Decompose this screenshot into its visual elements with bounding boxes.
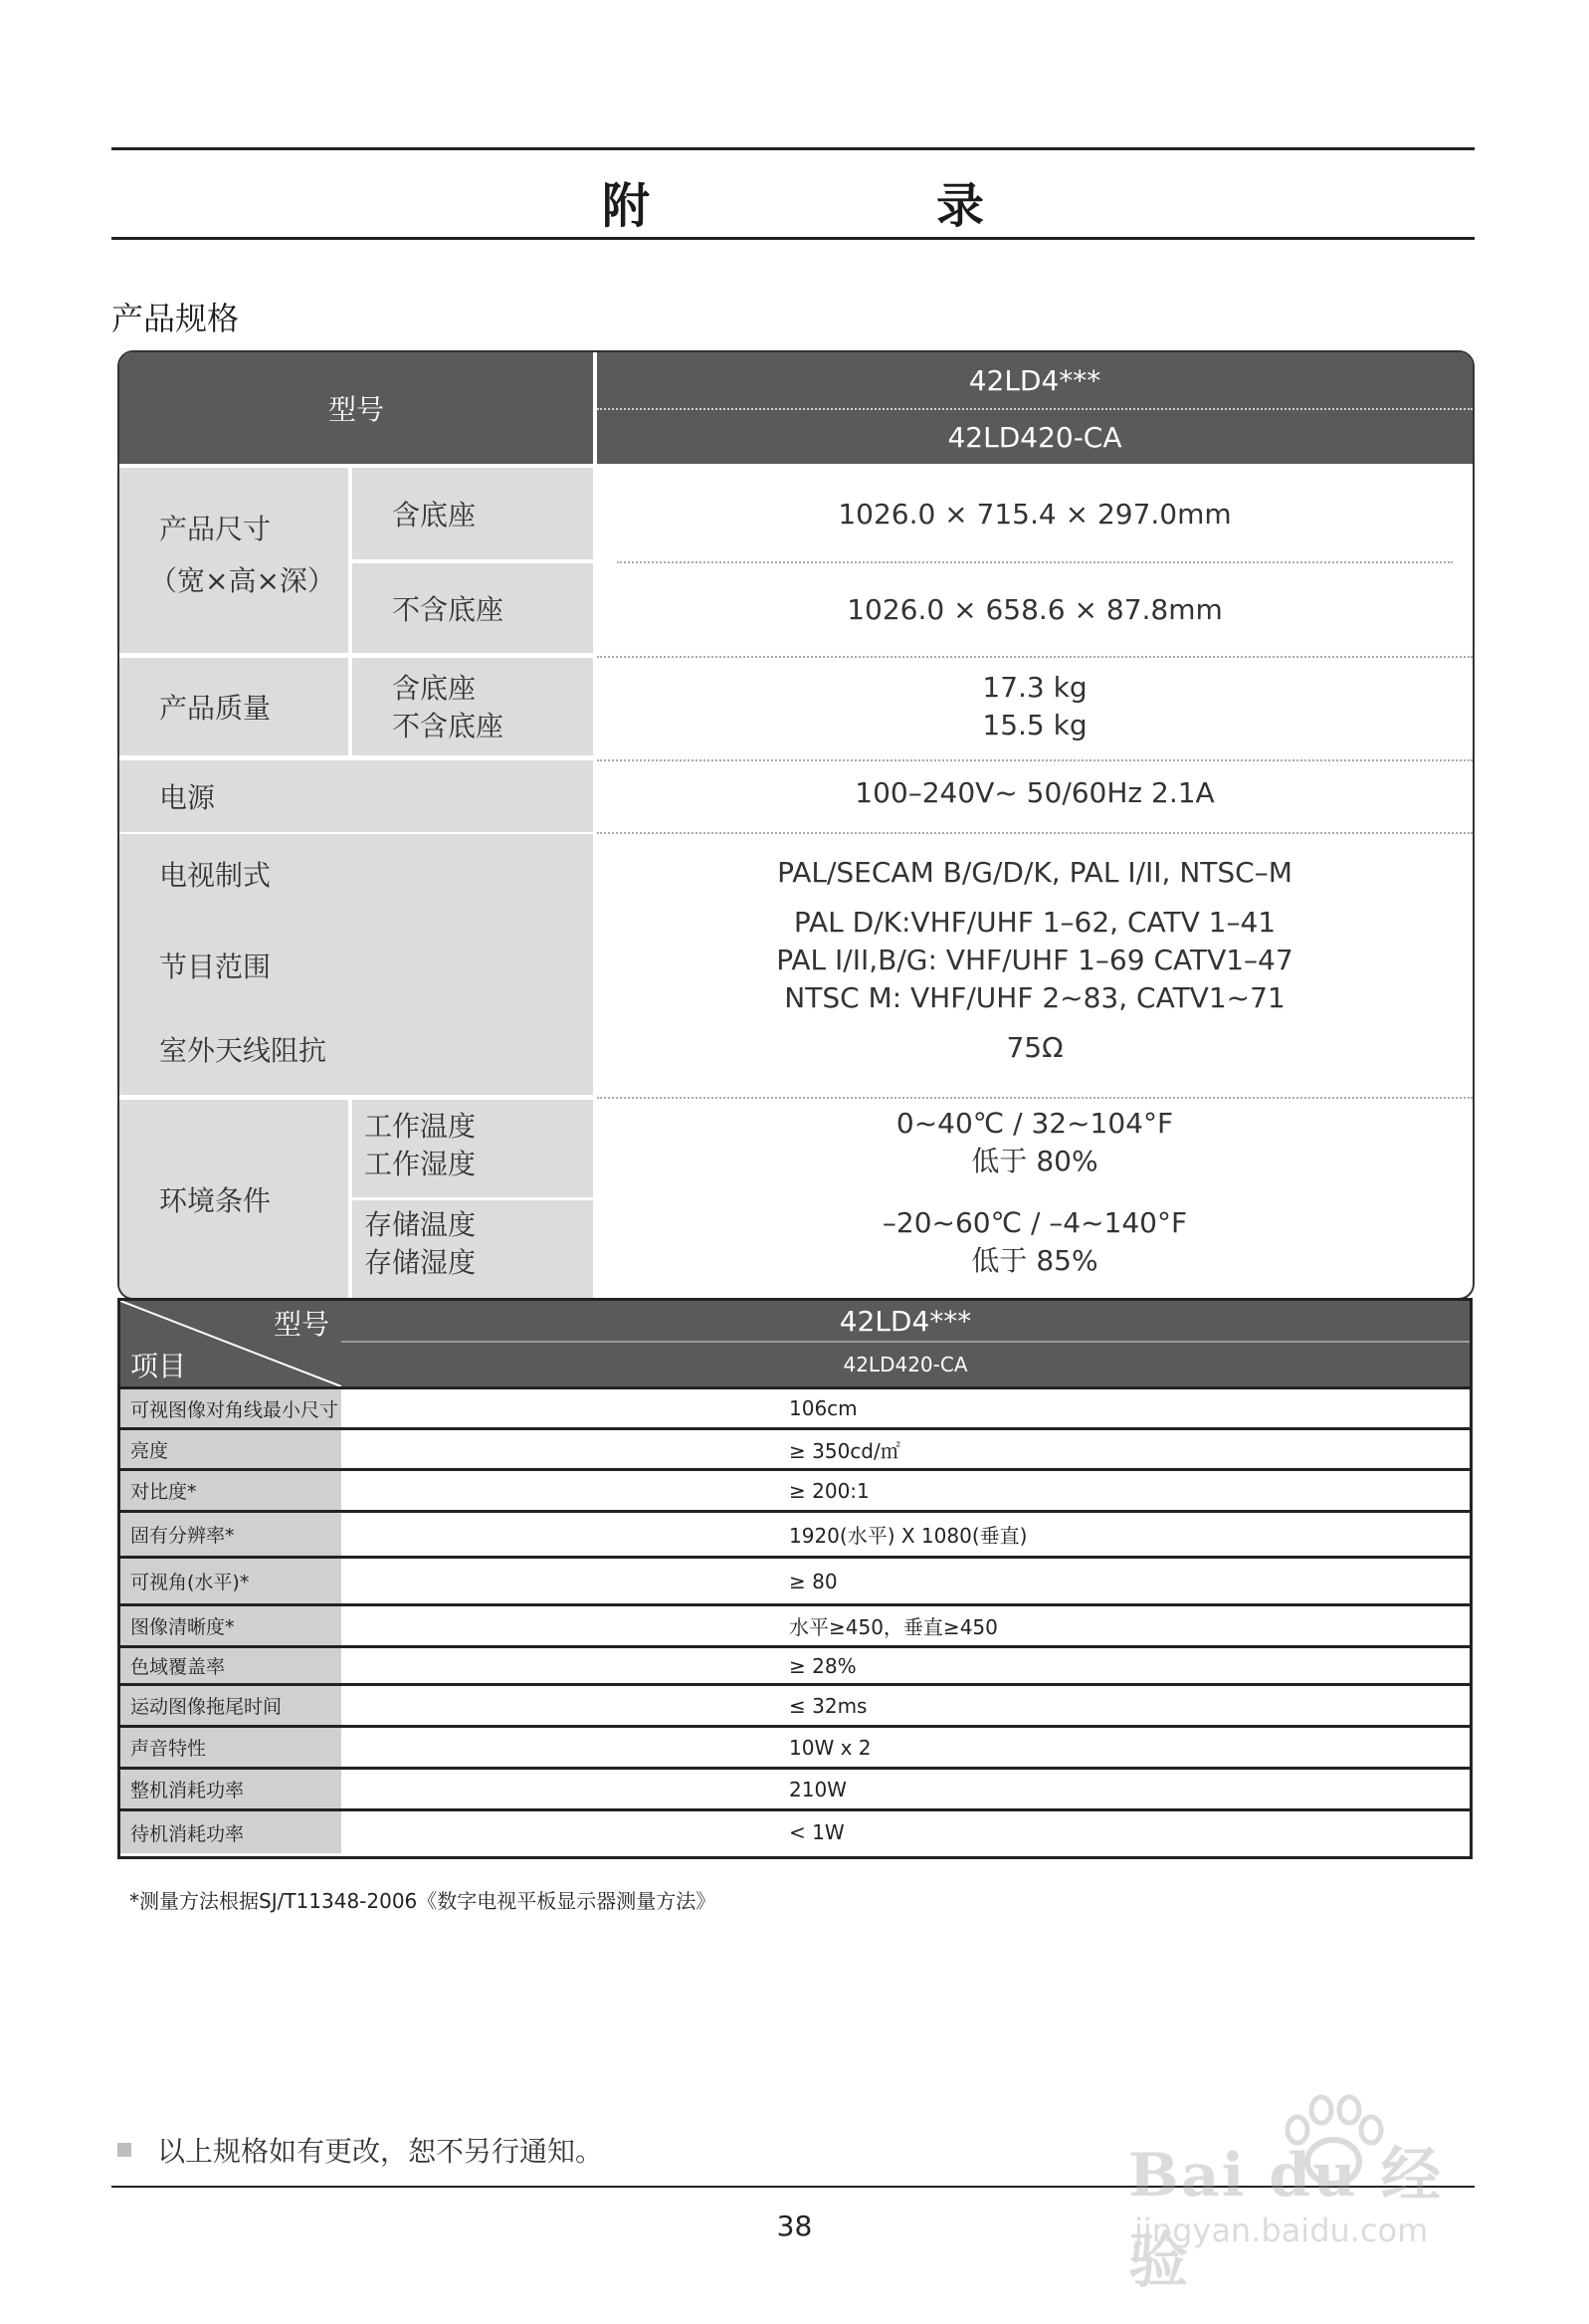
table-row [120, 1808, 1470, 1853]
row-value: ≤ 32ms [789, 1693, 868, 1718]
weight-with-stand-value: 17.3 kg [982, 671, 1088, 704]
tv-system-label: 电视制式 [159, 859, 272, 892]
footnote: *测量方法根据SJ/T11348-2006《数字电视平板显示器测量方法》 [129, 1889, 716, 1913]
row-value: 210W [789, 1777, 847, 1801]
broadcast-label-cell [119, 834, 593, 1095]
corner-header [120, 1301, 341, 1386]
row-label: 图像清晰度* [120, 1606, 341, 1645]
table-row [120, 1645, 1470, 1683]
environment-label: 环境条件 [119, 1100, 348, 1298]
header-model: 42LD420-CA [947, 420, 1122, 454]
spec-table-performance [117, 1298, 1473, 1859]
row-label: 色域覆盖率 [120, 1648, 341, 1683]
table-row [120, 1767, 1470, 1808]
row-value: 106cm [789, 1396, 858, 1420]
operating-temp-label: 工作温度 [364, 1110, 477, 1143]
row-value: 1920(水平) X 1080(垂直) [789, 1524, 1028, 1548]
operating-temp-value: 0~40℃ / 32~104°F [895, 1107, 1174, 1140]
header-model: 42LD420-CA [341, 1341, 1470, 1386]
size-sub-label: （宽×高×深） [149, 564, 335, 597]
row-value: ≥ 350cd/㎡ [789, 1438, 900, 1463]
storage-humidity-value: 低于 85% [971, 1244, 1098, 1277]
bullet-square-icon [117, 2143, 131, 2157]
table-row [120, 1386, 1470, 1427]
operating-labels [352, 1100, 593, 1197]
without-stand-label: 不含底座 [352, 563, 593, 653]
row-label: 整机消耗功率 [120, 1770, 341, 1808]
storage-humidity-label: 存储湿度 [364, 1246, 477, 1279]
power-value: 100–240V~ 50/60Hz 2.1A [855, 776, 1215, 809]
baidu-watermark [1124, 2090, 1502, 2296]
row-value: 水平≥450，垂直≥450 [789, 1615, 998, 1639]
table-row [120, 1603, 1470, 1645]
row-value: < 1W [789, 1820, 845, 1844]
row-value: 10W x 2 [789, 1735, 872, 1760]
corner-item-label: 项目 [130, 1350, 187, 1382]
operating-humidity-label: 工作湿度 [364, 1148, 477, 1180]
row-label: 待机消耗功率 [120, 1811, 341, 1853]
table-row [120, 1468, 1470, 1510]
table-row [120, 1683, 1470, 1725]
title-underline [111, 237, 1475, 240]
row-label: 运动图像拖尾时间 [120, 1686, 341, 1725]
table-row [120, 1427, 1470, 1468]
channel-range-value-3: NTSC M: VHF/UHF 2~83, CATV1~71 [784, 981, 1286, 1014]
table-row [120, 1510, 1470, 1556]
channel-range-value-1: PAL D/K:VHF/UHF 1–62, CATV 1–41 [793, 906, 1277, 939]
row-label: 对比度* [120, 1471, 341, 1510]
weight-without-stand-value: 15.5 kg [982, 709, 1088, 741]
watermark-url: jingyan.baidu.com [1134, 2212, 1429, 2249]
channel-range-label: 节目范围 [159, 951, 272, 983]
tv-system-value: PAL/SECAM B/G/D/K, PAL I/II, NTSC–M [777, 856, 1292, 889]
page-title: 附 录 [601, 178, 1103, 234]
size-label-cell [119, 468, 348, 653]
storage-temp-value: –20~60℃ / –4~140°F [882, 1206, 1188, 1239]
storage-temp-label: 存储温度 [364, 1208, 477, 1241]
power-label: 电源 [119, 760, 593, 832]
row-label: 声音特性 [120, 1728, 341, 1767]
watermark-text: Bai du 经验 [1128, 2141, 1443, 2296]
row-label: 固有分辨率* [120, 1513, 341, 1556]
spec-table-main [117, 350, 1475, 1300]
row-label: 可视图像对角线最小尺寸 [120, 1389, 341, 1427]
size-without-stand-value: 1026.0 × 658.6 × 87.8mm [847, 593, 1223, 626]
header-model-series: 42LD4*** [968, 363, 1101, 397]
notice [117, 2130, 603, 2170]
page-number: 38 [776, 2210, 813, 2242]
row-label: 可视角(水平)* [120, 1559, 341, 1603]
top-rule [111, 147, 1475, 150]
size-label: 产品尺寸 [159, 513, 272, 545]
weight-label: 产品质量 [119, 658, 348, 755]
section-heading: 产品规格 [111, 300, 240, 337]
with-stand-label: 含底座 [352, 468, 593, 559]
header-model-series: 42LD4*** [341, 1301, 1470, 1341]
weight-with-stand-label: 含底座 [392, 672, 477, 705]
row-label: 亮度 [120, 1430, 341, 1468]
header-model-label: 型号 [327, 393, 384, 426]
weight-without-stand-label: 不含底座 [392, 710, 504, 742]
channel-range-value-2: PAL I/II,B/G: VHF/UHF 1–69 CATV1–47 [776, 944, 1293, 976]
size-with-stand-value: 1026.0 × 715.4 × 297.0mm [838, 498, 1232, 530]
table-row [120, 1556, 1470, 1603]
antenna-value: 75Ω [1006, 1031, 1064, 1064]
storage-labels [352, 1200, 593, 1298]
notice-text: 以上规格如有更改，恕不另行通知。 [157, 2135, 604, 2168]
operating-humidity-value: 低于 80% [971, 1145, 1098, 1177]
antenna-label: 室外天线阻抗 [159, 1034, 327, 1067]
row-value: ≥ 200:1 [789, 1478, 870, 1503]
row-value: ≥ 28% [789, 1653, 857, 1678]
corner-model-label: 型号 [273, 1308, 329, 1341]
table-row [120, 1725, 1470, 1767]
weight-stand-labels [352, 658, 593, 755]
row-value: ≥ 80 [789, 1569, 838, 1593]
